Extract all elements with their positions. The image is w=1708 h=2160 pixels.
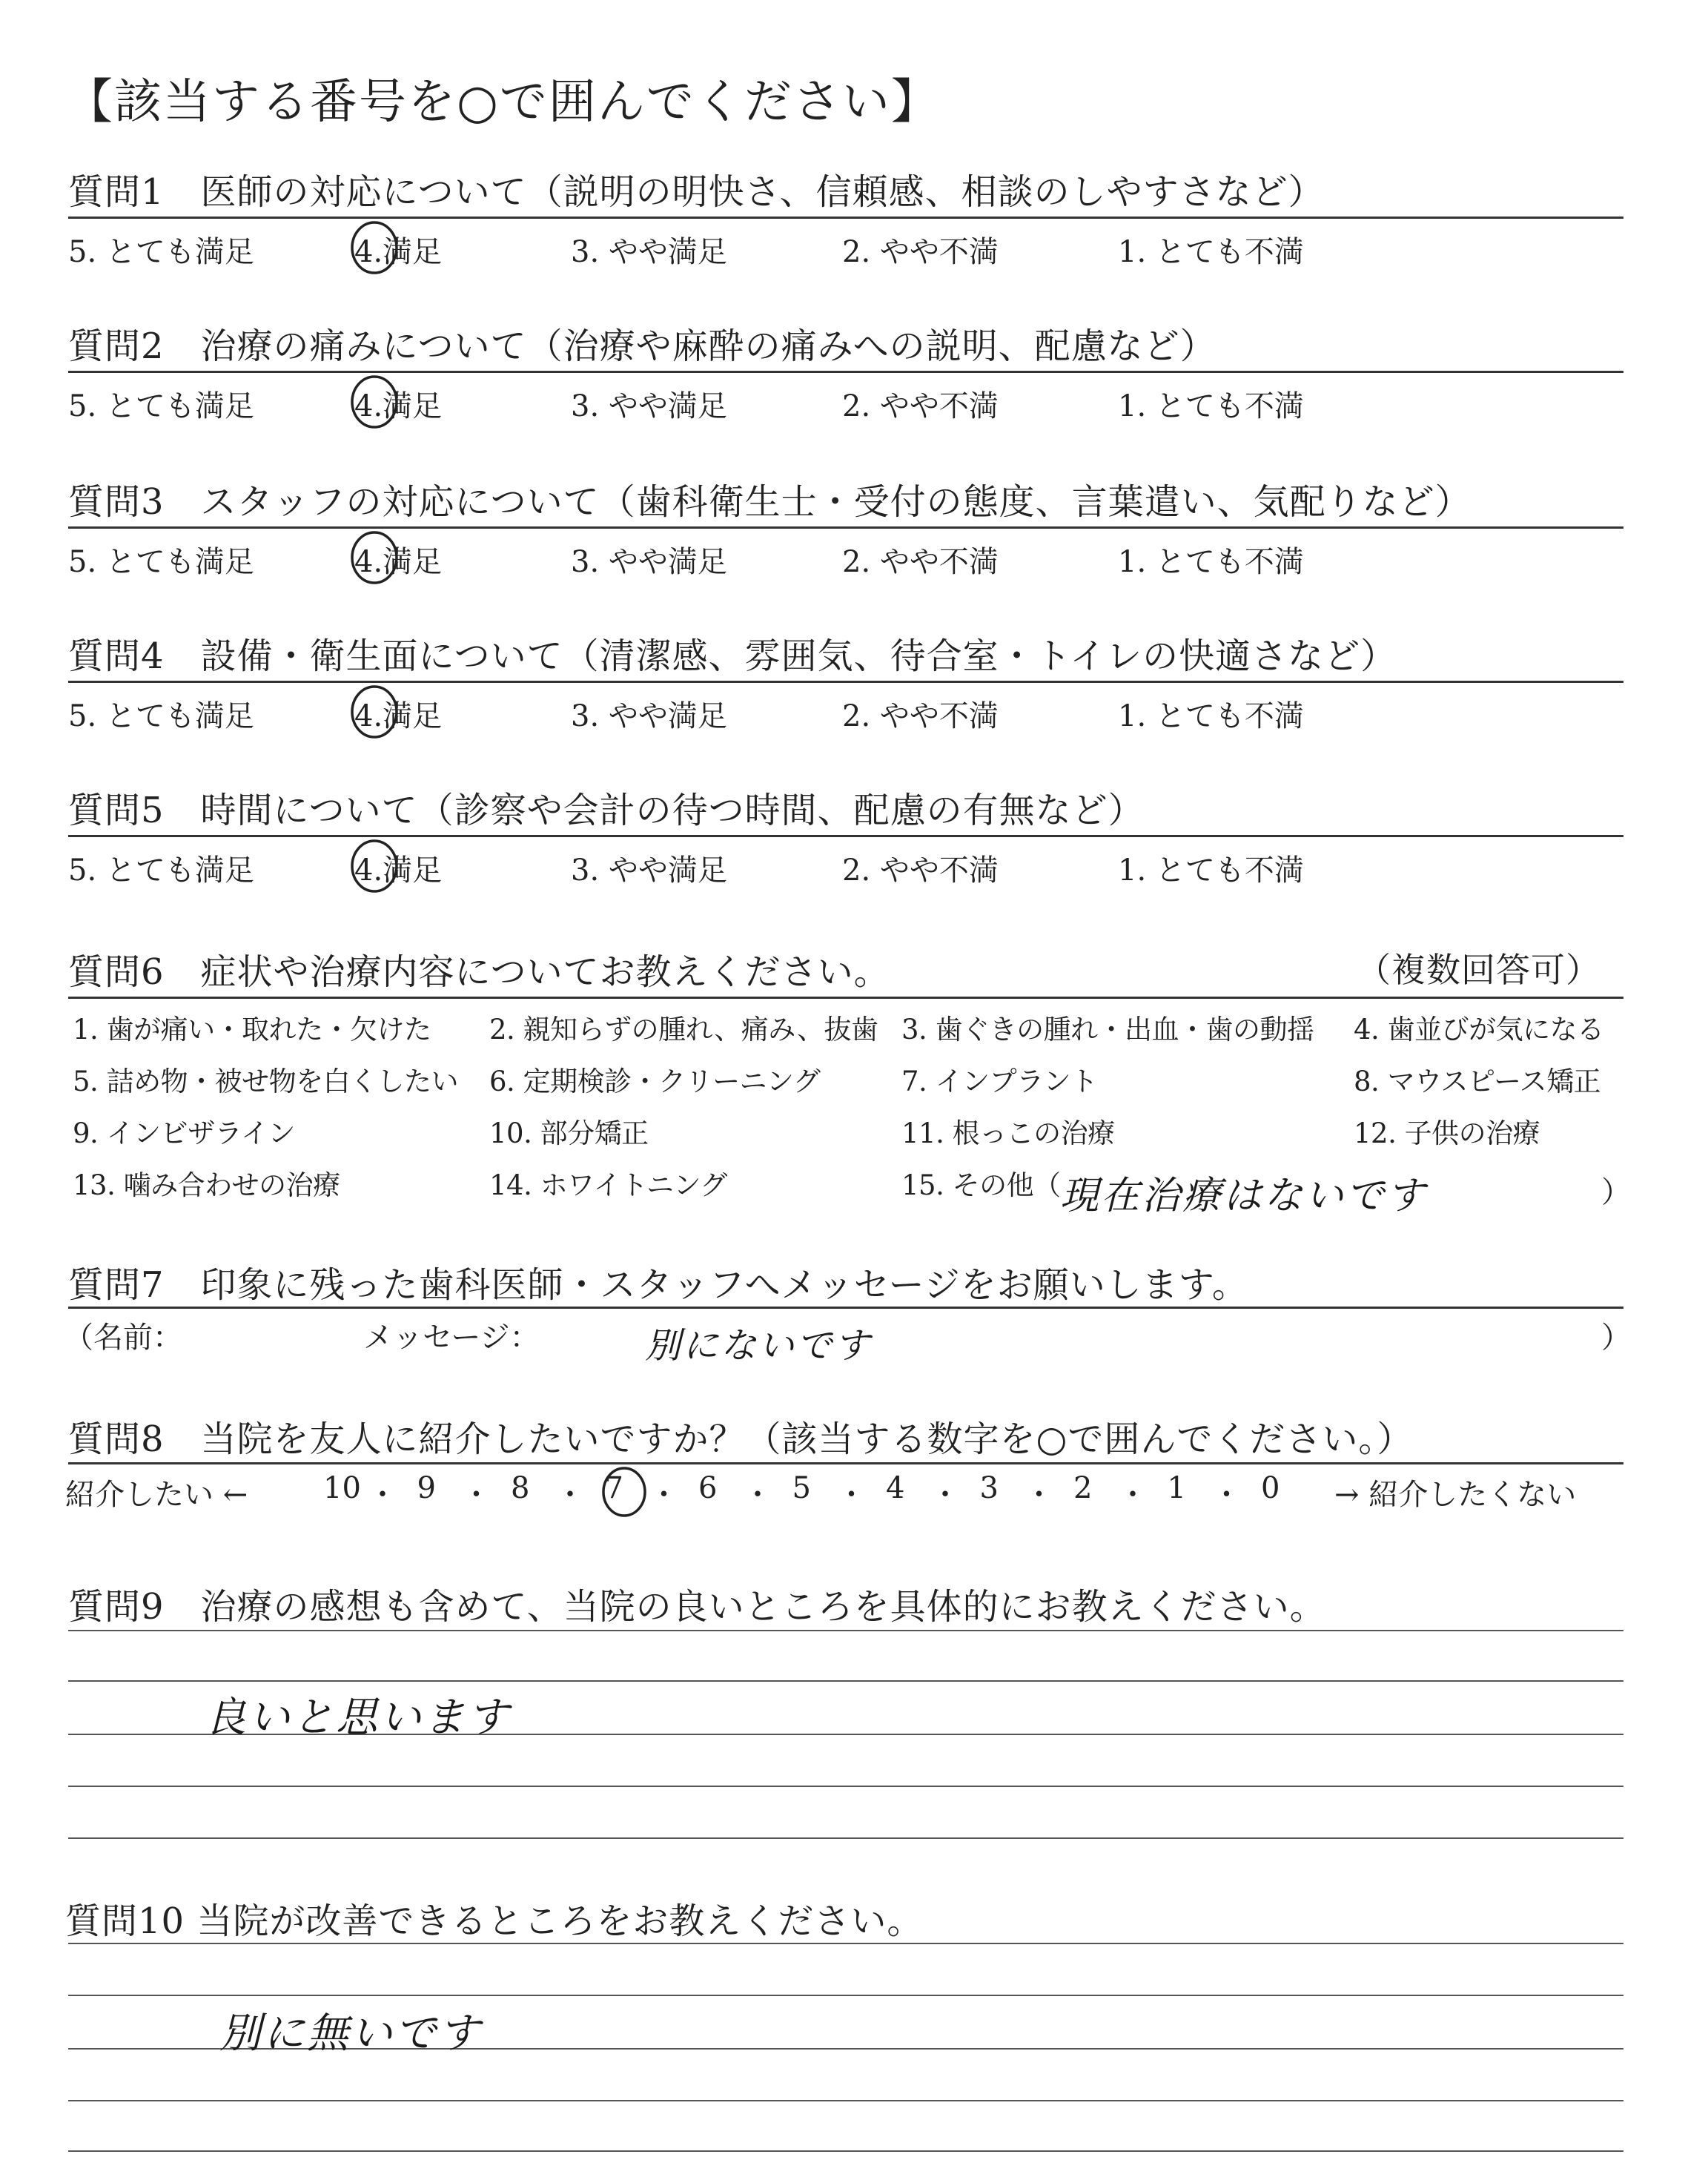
q6-option[interactable]: 3. 歯ぐきの腫れ・出血・歯の動揺	[901, 1014, 1314, 1046]
q8-scale-number[interactable]: 8	[511, 1471, 530, 1505]
q5-option[interactable]: 5. とても満足	[68, 853, 254, 888]
q4-rule	[68, 681, 1623, 683]
q8-right-label: → 紹介したくない	[1334, 1478, 1577, 1512]
q4-option[interactable]: 1. とても不満	[1118, 699, 1304, 733]
q2-option[interactable]: 2. やや不満	[842, 389, 999, 423]
q10-line	[68, 2100, 1623, 2101]
q2-selected-circle	[348, 373, 400, 431]
q5-option[interactable]: 2. やや不満	[842, 853, 999, 888]
q2-option[interactable]: 1. とても不満	[1118, 389, 1304, 423]
q2-option[interactable]: 5. とても満足	[68, 389, 254, 423]
q10-line	[68, 1943, 1623, 1944]
q2-rule	[68, 371, 1623, 373]
q3-rule	[68, 526, 1623, 529]
q3-option[interactable]: 5. とても満足	[68, 545, 254, 579]
q7-title: 質問7 印象に残った歯科医師・スタッフへメッセージをお願いします。	[68, 1264, 1248, 1306]
q8-scale-number[interactable]: 2	[1073, 1471, 1093, 1505]
q4-selected-circle	[348, 683, 400, 741]
q3-option[interactable]: 2. やや不満	[842, 545, 999, 579]
q9-answer[interactable]: 良いと思います	[205, 1694, 511, 1742]
q10-answer[interactable]: 別に無いです	[219, 2009, 482, 2058]
q3-option[interactable]: 1. とても不満	[1118, 545, 1304, 579]
q1-option[interactable]: 1. とても不満	[1118, 235, 1304, 269]
q8-scale-number[interactable]: 10	[323, 1471, 361, 1505]
q6-option[interactable]: 2. 親知らずの腫れ、痛み、抜歯	[489, 1014, 878, 1046]
q6-option[interactable]: 5. 詰め物・被せ物を白くしたい	[73, 1066, 459, 1097]
q6-option[interactable]: 9. インビザライン	[73, 1117, 295, 1149]
q2-option[interactable]: 3. やや満足	[571, 389, 727, 423]
q9-line	[68, 1680, 1623, 1682]
q8-separator: ・	[743, 1478, 772, 1512]
page-title: 【該当する番号を○で囲んでください】	[65, 75, 940, 130]
q8-separator: ・	[1024, 1478, 1054, 1512]
q7-close: ）	[1601, 1321, 1631, 1355]
q7-message-label: メッセージ：	[363, 1321, 540, 1355]
q10-title: 質問10 当院が改善できるところをお教えください。	[65, 1900, 924, 1942]
q4-title: 質問4 設備・衛生面について（清潔感、雰囲気、待合室・トイレの快適さなど）	[68, 635, 1397, 677]
q8-scale-number[interactable]: 5	[792, 1471, 811, 1505]
q2-option[interactable]: 4.満足	[354, 389, 443, 423]
q8-separator: ・	[930, 1478, 960, 1512]
q3-option[interactable]: 3. やや満足	[571, 545, 727, 579]
q8-scale-number[interactable]: 4	[886, 1471, 905, 1505]
q7-message-answer[interactable]: 別にないです	[645, 1325, 873, 1367]
q6-option[interactable]: 4. 歯並びが気になる	[1354, 1014, 1604, 1046]
q8-separator: ・	[649, 1478, 679, 1512]
q3-title: 質問3 スタッフの対応について（歯科衛生士・受付の態度、言葉遣い、気配りなど）	[68, 481, 1472, 523]
q6-option[interactable]: 12. 子供の治療	[1354, 1117, 1540, 1149]
q6-option[interactable]: 6. 定期検診・クリーニング	[489, 1066, 821, 1097]
q8-separator: ・	[836, 1478, 867, 1512]
q8-scale-number[interactable]: 3	[979, 1471, 999, 1505]
q9-line	[68, 1837, 1623, 1839]
q4-option[interactable]: 5. とても満足	[68, 699, 254, 733]
q10-line	[68, 1995, 1623, 1996]
q6-option[interactable]: 13. 噛み合わせの治療	[73, 1169, 340, 1201]
q8-separator: ・	[555, 1478, 585, 1512]
q6-rule	[68, 997, 1623, 999]
q8-separator: ・	[368, 1478, 397, 1512]
q1-option[interactable]: 5. とても満足	[68, 235, 254, 269]
q8-separator: ・	[1118, 1478, 1148, 1512]
q8-scale-number[interactable]: 6	[698, 1471, 718, 1505]
q8-separator: ・	[461, 1478, 491, 1512]
q5-option[interactable]: 3. やや満足	[571, 853, 727, 888]
q6-option[interactable]: 7. インプラント	[901, 1066, 1098, 1097]
q1-rule	[68, 217, 1623, 219]
q3-selected-circle	[348, 529, 400, 587]
q8-rule	[68, 1462, 1623, 1464]
q7-rule	[68, 1307, 1623, 1309]
q6-option[interactable]: 8. マウスピース矯正	[1354, 1066, 1601, 1097]
q9-line	[68, 1786, 1623, 1787]
q4-option[interactable]: 4.満足	[354, 699, 443, 733]
q9-line	[68, 1630, 1623, 1631]
q8-scale-number[interactable]: 9	[417, 1471, 436, 1505]
q6-option[interactable]: 14. ホワイトニング	[489, 1169, 727, 1201]
q6-title: 質問6 症状や治療内容についてお教えください。	[68, 951, 890, 993]
q10-line	[68, 2150, 1623, 2152]
q1-option[interactable]: 4.満足	[354, 235, 443, 269]
q4-option[interactable]: 2. やや不満	[842, 699, 999, 733]
q4-option[interactable]: 3. やや満足	[571, 699, 727, 733]
q5-option[interactable]: 4.満足	[354, 853, 443, 888]
q7-name-label: （名前：	[64, 1321, 182, 1355]
q1-selected-circle	[348, 219, 400, 277]
q8-title: 質問8 当院を友人に紹介したいですか？（該当する数字を○で囲んでください。）	[68, 1418, 1414, 1460]
q8-selected-circle	[600, 1464, 649, 1519]
q6-note: （複数回答可）	[1357, 950, 1601, 990]
q8-scale-number[interactable]: 1	[1167, 1471, 1186, 1505]
q3-option[interactable]: 4.満足	[354, 545, 443, 579]
q2-title: 質問2 治療の痛みについて（治療や麻酔の痛みへの説明、配慮など）	[68, 326, 1217, 367]
q9-title: 質問9 治療の感想も含めて、当院の良いところを具体的にお教えください。	[68, 1586, 1326, 1628]
q5-selected-circle	[348, 837, 400, 895]
q6-other-close: ）	[1601, 1175, 1631, 1209]
q6-option[interactable]: 11. 根っこの治療	[901, 1117, 1115, 1149]
q6-other-answer[interactable]: 現在治療はないです	[1060, 1174, 1428, 1218]
q6-option[interactable]: 15. その他（	[901, 1169, 1061, 1201]
q8-scale-number[interactable]: 0	[1261, 1471, 1280, 1505]
q6-option[interactable]: 1. 歯が痛い・取れた・欠けた	[73, 1014, 431, 1046]
q1-title: 質問1 医師の対応について（説明の明快さ、信頼感、相談のしやすさなど）	[68, 171, 1325, 213]
q5-title: 質問5 時間について（診察や会計の待つ時間、配慮の有無など）	[68, 790, 1145, 831]
q8-left-label: 紹介したい ←	[65, 1478, 248, 1512]
q8-separator: ・	[1211, 1478, 1242, 1512]
q1-option[interactable]: 3. やや満足	[571, 235, 727, 269]
q6-option[interactable]: 10. 部分矯正	[489, 1117, 649, 1149]
q1-option[interactable]: 2. やや不満	[842, 235, 999, 269]
q5-option[interactable]: 1. とても不満	[1118, 853, 1304, 888]
q8-scale-number[interactable]: 7	[604, 1471, 623, 1505]
q5-rule	[68, 835, 1623, 837]
